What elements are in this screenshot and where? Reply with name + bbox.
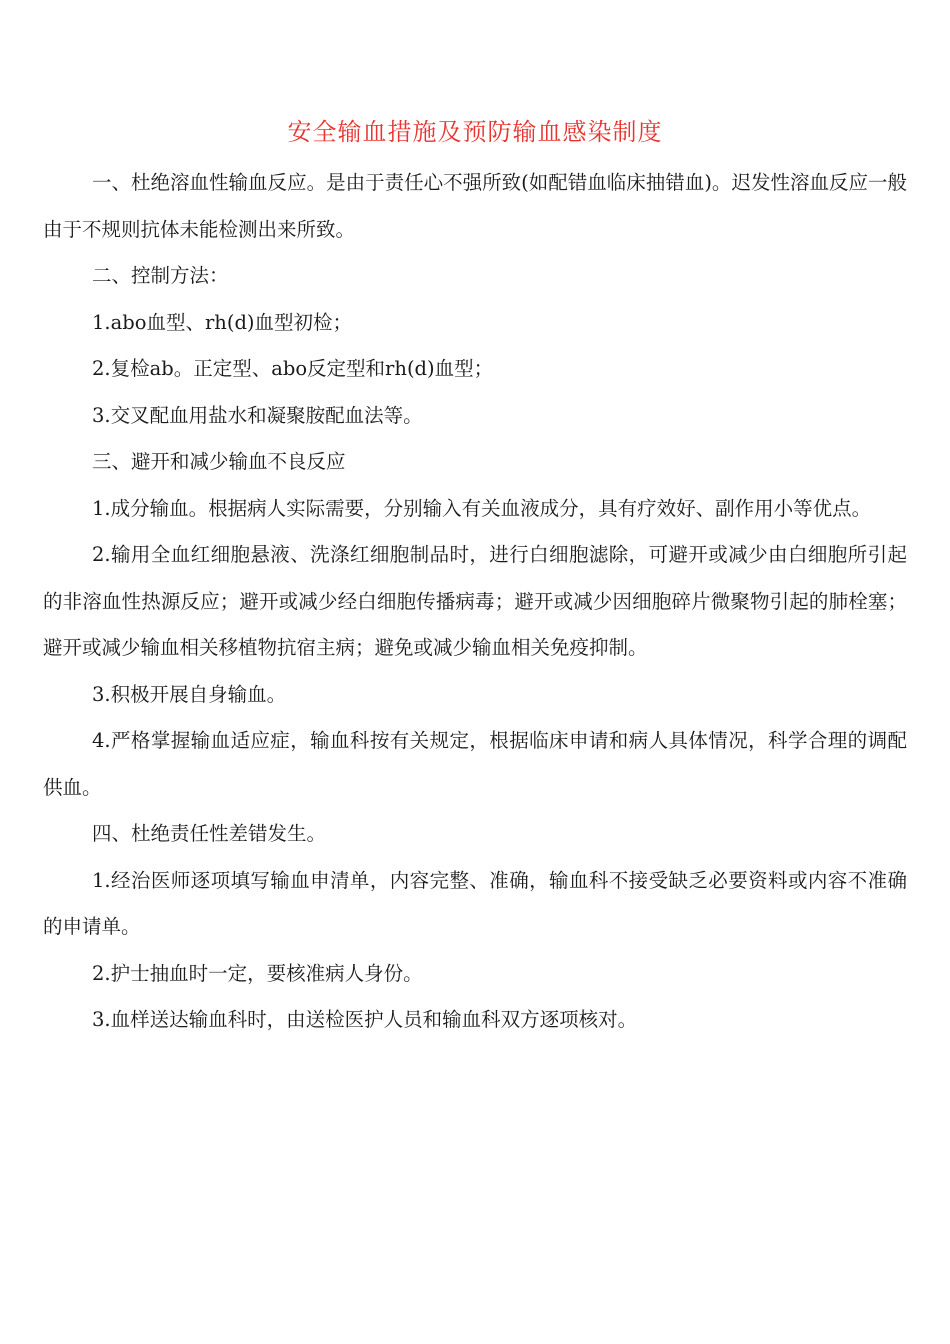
section-4-heading: 四、杜绝责任性差错发生。 (92, 822, 327, 845)
section-3-heading: 三、避开和减少输血不良反应 (92, 450, 346, 473)
section-4-item-2: 2.护士抽血时一定，要核准病人身份。 (92, 961, 423, 985)
section-1-paragraph: 一、杜绝溶血性输血反应。是由于责任心不强所致(如配错血临床抽错血)。迟发性溶血反应一般由于不规则抗体未能检测出来所致。 (43, 171, 907, 241)
section-3-item-2: 2.输用全血红细胞悬液、洗涤红细胞制品时，进行白细胞滤除，可避开或减少由白细胞所引起的非溶血性热源反应；避开或减少经白细胞传播病毒；避开或减少因细胞碎片微聚物引起的肺栓塞；避开或减少输血相关移植物抗宿主病；避免或减少输血相关免疫抑制。 (43, 543, 907, 659)
section-4-item-1: 1.经治医师逐项填写输血申清单，内容完整、准确，输血科不接受缺乏必要资料或内容不准确的申请单。 (43, 868, 907, 938)
section-2-heading: 二、控制方法： (92, 264, 229, 287)
section-4-item-3: 3.血样送达输血科时，由送检医护人员和输血科双方逐项核对。 (92, 1008, 638, 1031)
section-2-item-2: 2.复检ab。正定型、abo反定型和rh(d)血型； (92, 357, 494, 380)
section-2-item-3: 3.交叉配血用盐水和凝聚胺配血法等。 (92, 403, 423, 427)
section-3-item-1: 1.成分输血。根据病人实际需要，分别输入有关血液成分，具有疗效好、副作用小等优点。 (92, 496, 872, 520)
document-title: 安全输血措施及预防输血感染制度 (287, 118, 663, 146)
section-3-item-4: 4.严格掌握输血适应症，输血科按有关规定，根据临床申请和病人具体情况，科学合理的调配供血。 (43, 729, 907, 799)
document-body (43, 160, 907, 1044)
section-3-item-3: 3.积极开展自身输血。 (92, 682, 287, 706)
section-2-item-1: 1.abo血型、rh(d)血型初检； (92, 310, 353, 334)
